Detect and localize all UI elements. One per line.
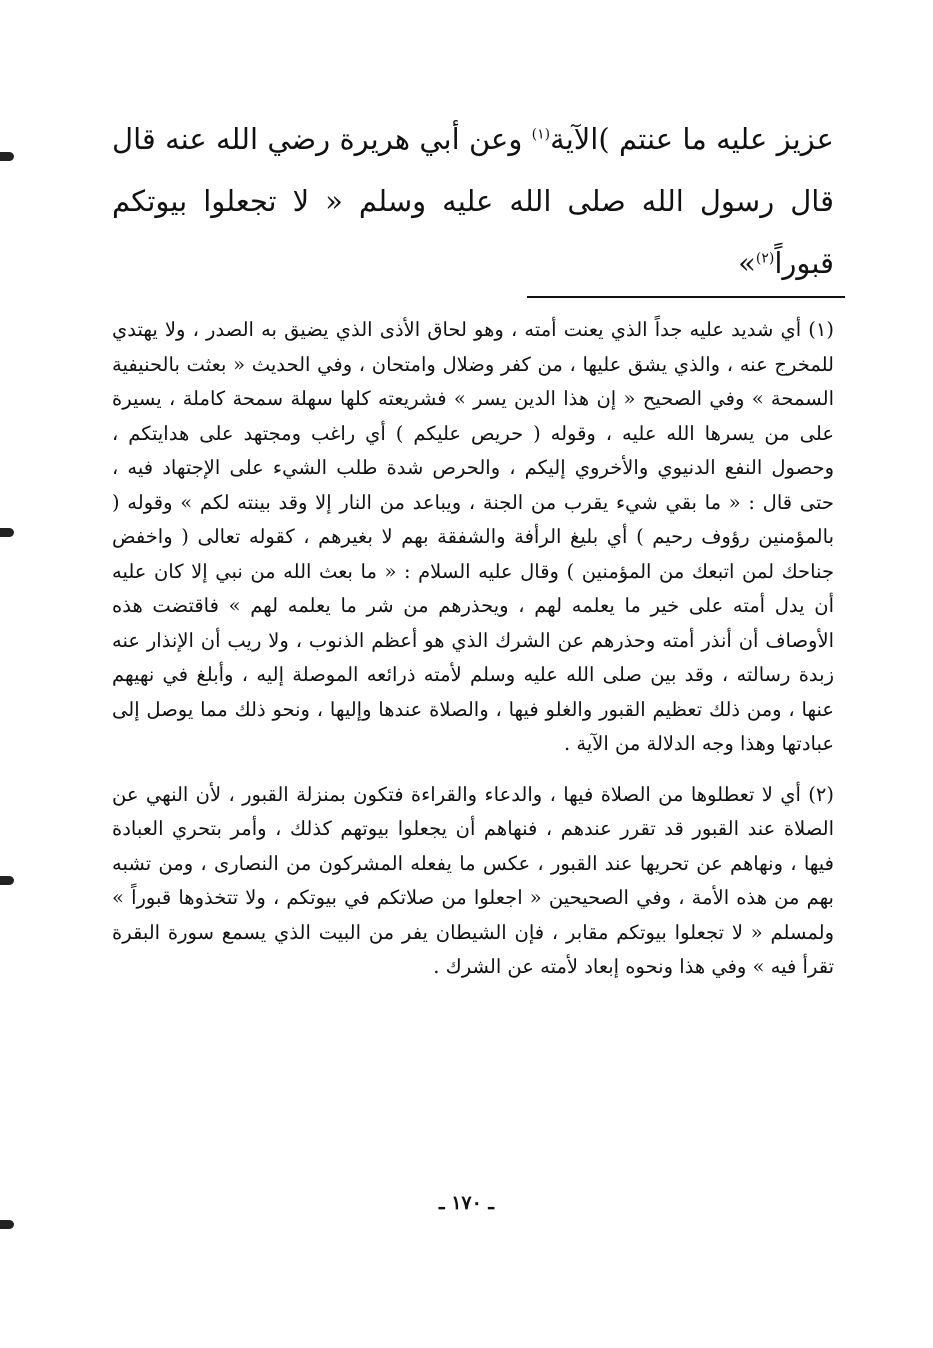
footnote-1 <box>112 313 834 762</box>
footnote-marker: (١) <box>808 318 834 341</box>
footnotes-section <box>112 313 834 985</box>
main-paragraph <box>112 108 834 294</box>
main-text-segment: عزيز عليه ما عنتم )الآية <box>550 122 834 156</box>
binding-hole-mark <box>0 528 14 537</box>
page-number: ـ ١٧٠ ـ <box>439 1192 494 1214</box>
binding-hole-mark <box>0 1220 14 1229</box>
footnote-2 <box>112 778 834 985</box>
main-text-segment: وعن أبي هريرة رضي الله عنه قال قال رسول الله صلى الله عليه وسلم « لا تجعلوا بيوتكم قبوراً <box>112 122 834 280</box>
footnote-text: أي شديد عليه جداً الذي يعنت أمته ، وهو لحاق الأذى الذي يضيق به الصدر ، ولا يهتدي للمخرج عنه ، والذي يشق عليها ، من كفر وضلال وامتحان ، وفي الحديث « بعثت بالحنيفية السمحة » وفي الصحيح « إن هذا الدين يسر » فشريعته كلها سهلة سمحة كاملة ، يسيرة على من يسرها الله عليه ، وقوله ( حريص عليكم ) أي راغب ومجتهد على هدايتكم ، وحصول النفع الدنيوي والأخروي إليكم ، والحرص شدة طلب الشيء على الإجتهاد فيه ، حتى قال : « ما بقي شيء يقرب من الجنة ، ويباعد من النار إلا وقد بينته لكم » وقوله ( بالمؤمنين رؤوف رحيم ) أي بليغ الرأفة والشفقة بهم لا بغيرهم ، كقوله تعالى ( واخفض جناحك لمن اتبعك من المؤمنين ) وقال عليه السلام : « ما بعث الله من نبي إلا كان عليه أن يدل أمته على خير ما يعلمه لهم ، ويحذرهم من شر ما يعلمه لهم » فاقتضت هذه الأوصاف أن أنذر أمته وحذرهم عن الشرك الذي هو أعظم الذنوب ، ولا ريب أن الإنذار عنه زبدة رسالته ، وقد بين صلى الله عليه وسلم لأمته ذرائعه الموصلة إليه ، وأبلغ في نهيهم عنها ، ومن ذلك تعظيم القبور والغلو فيها ، والصلاة عندها وإليها ، ونحو ذلك مما يوصل إلى عبادتها وهذا وجه الدلالة من الآية . <box>112 318 834 755</box>
main-text-segment: » <box>738 246 756 280</box>
footnote-marker: (٢) <box>808 782 834 806</box>
footnote-text: أي لا تعطلوها من الصلاة فيها ، والدعاء والقراءة فتكون بمنزلة القبور ، لأن النهي عن الصلاة عند القبور قد تقرر عندهم ، فنهاهم أن يجعلوا بيوتهم كذلك ، وأمر بتحري العبادة فيها ، ونهاهم عن تحريها عند القبور ، عكس ما يفعله المشركون من النصارى ، ومن تشبه بهم من هذه الأمة ، وفي الصحيحين « اجعلوا من صلاتكم في بيوتكم ، ولا تتخذوها قبوراً » ولمسلم « لا تجعلوا بيوتكم مقابر ، فإن الشيطان يفر من البيت الذي يسمع سورة البقرة تقرأ فيه » وفي هذا ونحوه إبعاد لأمته عن الشرك . <box>112 782 834 978</box>
main-body-text <box>112 108 834 294</box>
footnote-ref-1: (١) <box>531 126 551 143</box>
binding-hole-mark <box>0 152 14 161</box>
binding-hole-mark <box>0 876 14 885</box>
footnote-ref-2: (٢) <box>755 250 775 267</box>
footnote-separator-line <box>527 296 845 298</box>
